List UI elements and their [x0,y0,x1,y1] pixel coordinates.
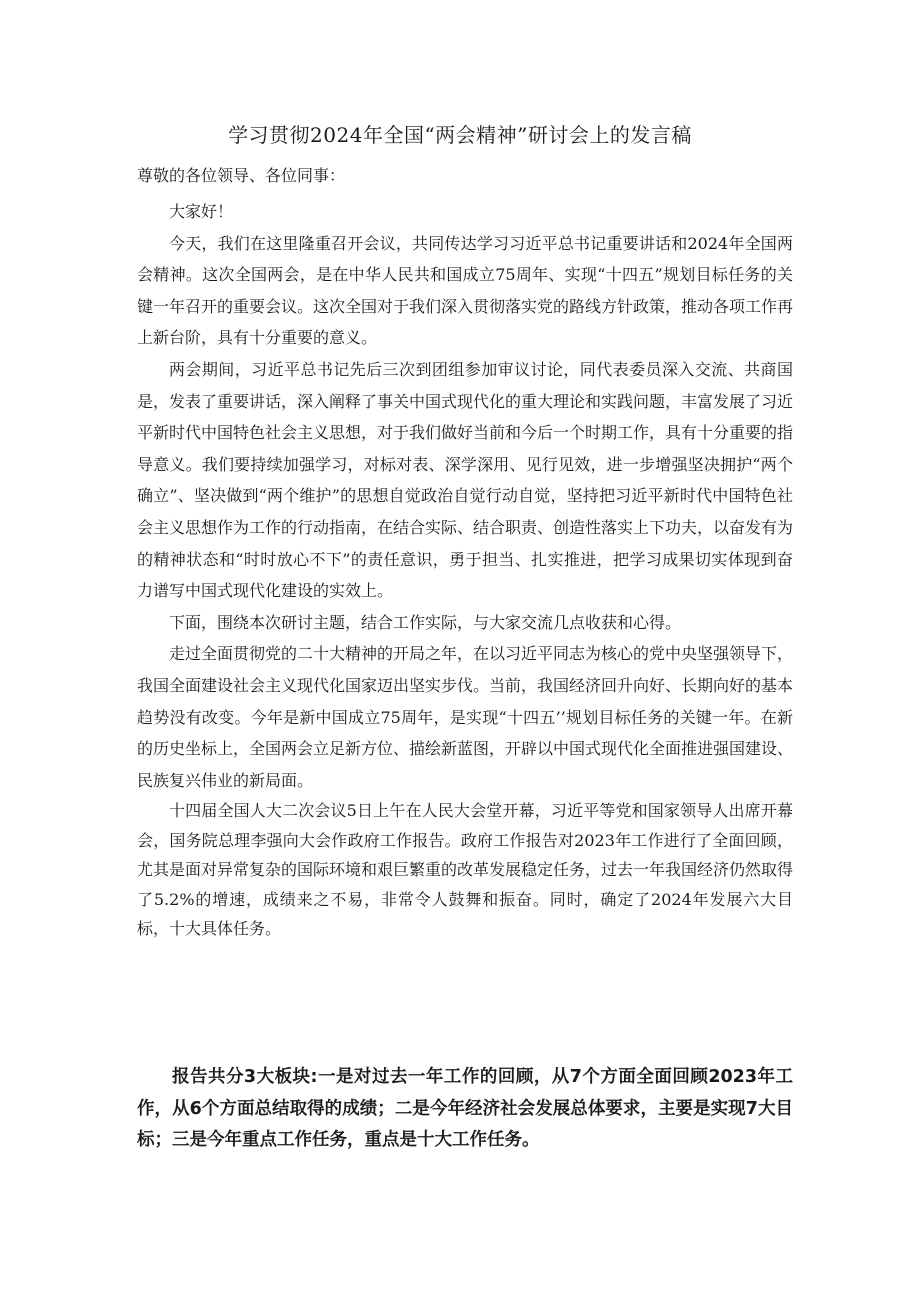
paragraph: 下面，围绕本次研讨主题，结合工作实际，与大家交流几点收获和心得。 [169,612,682,632]
document-body [137,196,793,944]
paragraph: 今天，我们在这里隆重召开会议，共同传达学习习近平总书记重要讲话和2024年全国两会精神。这次全国两会，是在中华人民共和国成立75周年、实现“十四五”规划目标任务的关键一年召开的重要会议。这次全国对于我们深入贯彻落实党的路线方针政策，推动各项工作再上新台阶，具有十分重要的意义。 [137,233,794,348]
document-title: 学习贯彻2024年全国“两会精神”研讨会上的发言稿 [228,123,692,147]
paragraph: 两会期间，习近平总书记先后三次到团组参加审议讨论，同代表委员深入交流、共商国是，发表了重要讲话，深入阐释了事关中国式现代化的重大理论和实践问题，丰富发展了习近平新时代中国特色社会主义思想，对于我们做好当前和今后一个时期工作，具有十分重要的指导意义。我们要持续加强学习，对标对表、深学深用、见行见效，进一步增强坚决拥护“两个确立”、坚决做到“两个维护”的思想自觉政治自觉行动自觉，坚持把习近平新时代中国特色社会主义思想作为工作的行动指南，在结合实际、结合职责、创造性落实上下功夫，以奋发有为的精神状态和“时时放心不下”的责任意识，勇于担当、扎实推进，把学习成果切实体现到奋力谱写中国式现代化建设的实效上。 [137,359,794,601]
report-summary [137,1062,793,1157]
paragraph: 十四届全国人大二次会议5日上午在人民大会堂开幕，习近平等党和国家领导人出席开幕会，国务院总理李强向大会作政府工作报告。政府工作报告对2023年工作进行了全面回顾，尤其是面对异常复杂的国际环境和艰巨繁重的改革发展稳定任务，过去一年我国经济仍然取得了5.2%的增速，成绩来之不易，非常令人鼓舞和振奋。同时，确定了2024年发展六大目标，十大具体任务。 [137,801,794,939]
summary-paragraph: 报告共分3大板块:一是对过去一年工作的回顾，从7个方面全面回顾2023年工作，从6个方面总结取得的成绩；二是今年经济社会发展总体要求，主要是实现7大目标；三是今年重点工作任务，重点是十大工作任务。 [137,1067,793,1150]
paragraph: 走过全面贯彻党的二十大精神的开局之年，在以习近平同志为核心的党中央坚强领导下，我国全面建设社会主义现代化国家迈出坚实步伐。当前，我国经济回升向好、长期向好的基本趋势没有改变。今年是新中国成立75周年，是实现“十四五’’规划目标任务的关键一年。在新的历史坐标上，全国两会立足新方位、描绘新蓝图，开辟以中国式现代化全面推进强国建设、民族复兴伟业的新局面。 [137,644,794,790]
paragraph-greeting: 大家好！ [169,202,234,221]
salutation: 尊敬的各位领导、各位同事： [137,166,346,185]
